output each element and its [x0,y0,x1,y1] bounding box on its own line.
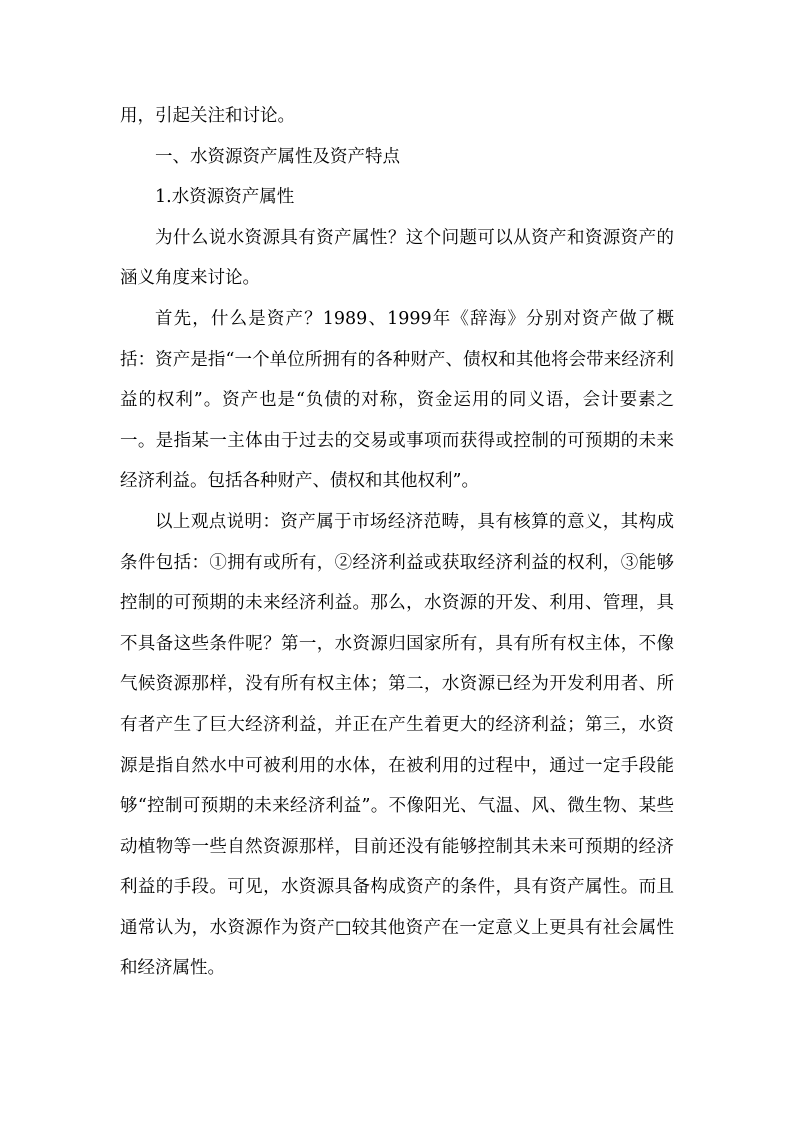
paragraph-question: 为什么说水资源具有资产属性？这个问题可以从资产和资源资产的涵义角度来讨论。 [120,227,674,289]
paragraph-definition: 首先，什么是资产？1989、1999年《辞海》分别对资产做了概括：资产是指“一个单位所拥有的各种财产、债权和其他将会带来经济利益的权利”。资产也是“负债的对称，资金运用的同义语，会计要素之一。是指某一主体由于过去的交易或事项而获得或控制的可预期的未来经济利益。包括各种财产、债权和其他权利”。 [120,308,674,492]
subsection-heading: 1.水资源资产属性 [155,187,295,208]
paragraph-analysis: 以上观点说明：资产属于市场经济范畴，具有核算的意义，其构成条件包括：①拥有或所有，②经济利益或获取经济利益的权利，③能够控制的可预期的未来经济利益。那么，水资源的开发、利用、管理，具不具备这些条件呢？第一，水资源归国家所有，具有所有权主体，不像气候资源那样，没有所有权主体；第二，水资源已经为开发利用者、所有者产生了巨大经济利益，并正在产生着更大的经济利益；第三，水资源是指自然水中可被利用的水体，在被利用的过程中，通过一定手段能够“控制可预期的未来经济利益”。不像阳光、气温、风、微生物、某些动植物等一些自然资源那样，目前还没有能够控制其未来可预期的经济利益的手段。可见，水资源具备构成资产的条件，具有资产属性。而且通常认为，水资源作为资产□较其他资产在一定意义上更具有社会属性和经济属性。 [120,511,674,979]
paragraph-continuation: 用，引起关注和讨论。 [120,106,295,126]
document-body [120,96,674,989]
section-heading: 一、水资源资产属性及资产特点 [155,146,400,167]
